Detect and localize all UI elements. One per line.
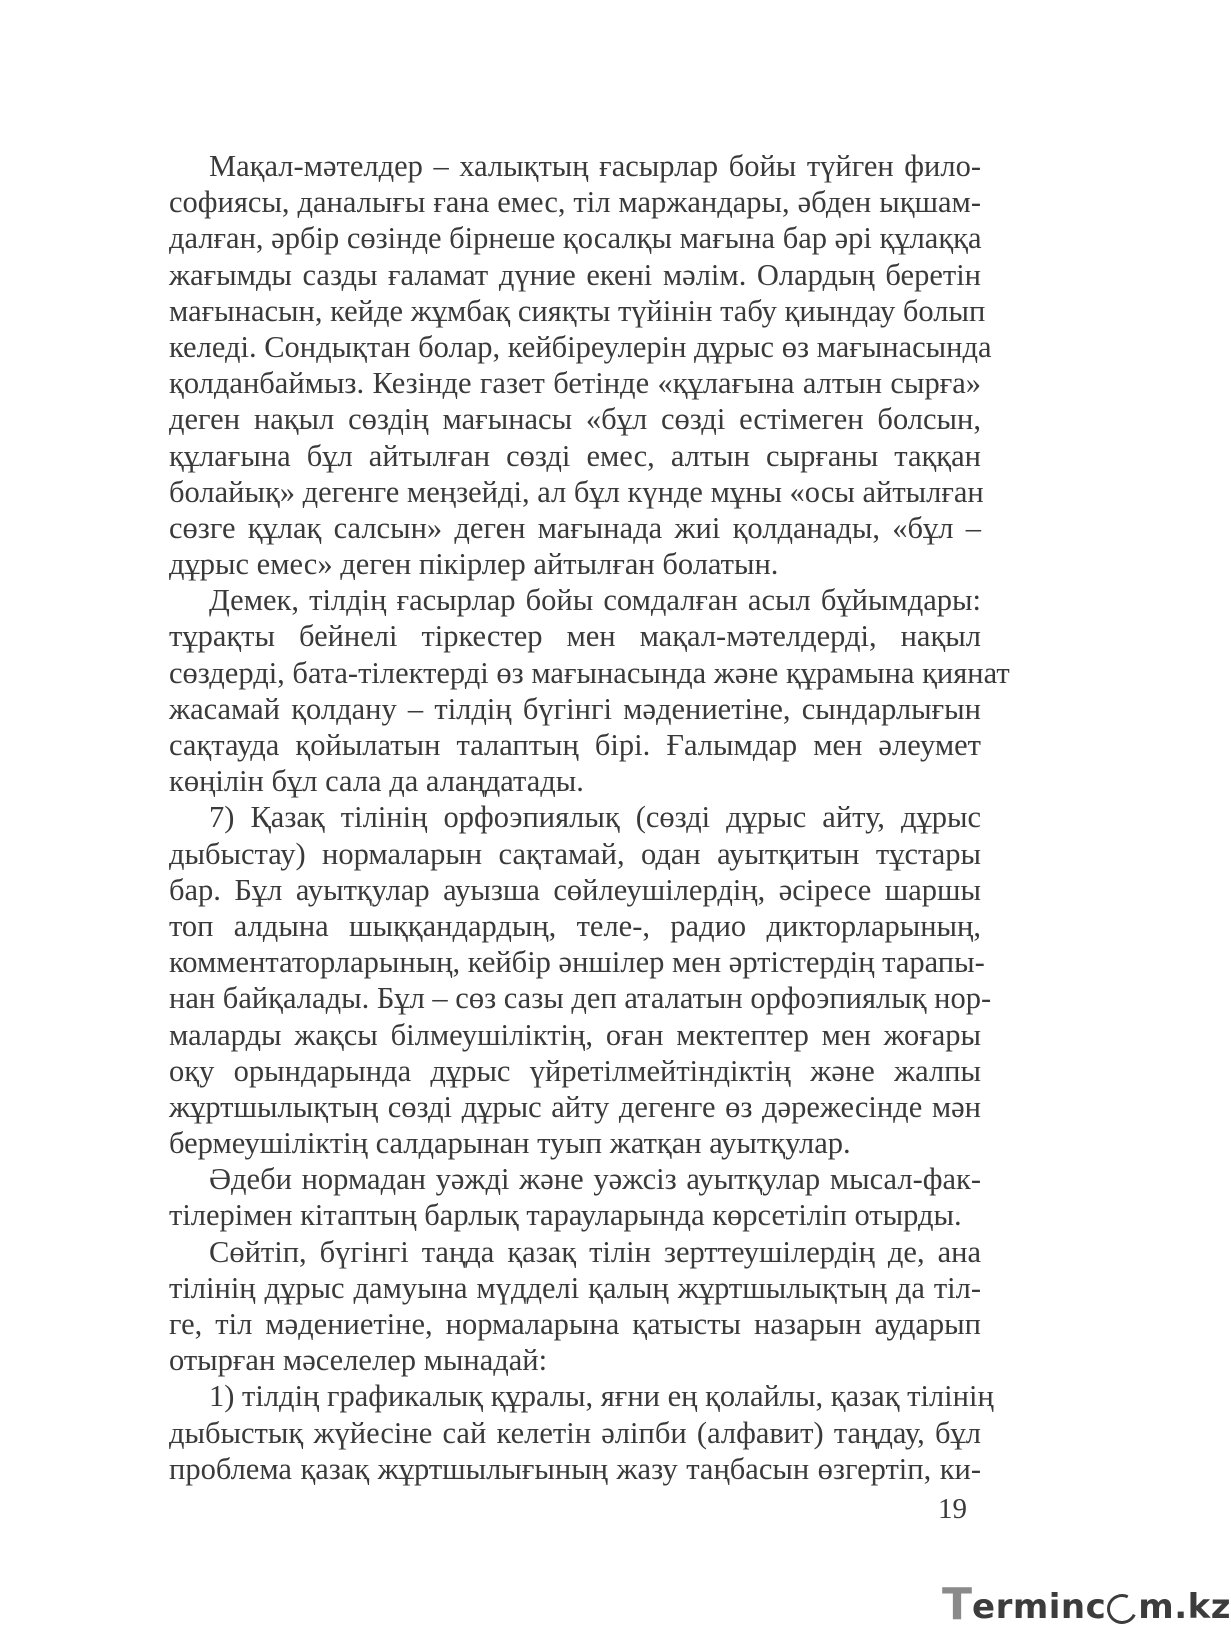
text-line: сөзге құлақ салсын» деген мағынада жиі қолданады, «бұл – [169,510,981,545]
text-line: Әдеби нормадан уәжді және уәжсіз ауытқулар мысал-фак- [209,1162,981,1197]
text-line: дыбыстық жүйесіне сай келетін әліпби (алфавит) таңдау, бұл [169,1415,981,1450]
text-line: жұртшылықтың сөзді дұрыс айту дегенге өз дәрежесінде мән [169,1089,981,1124]
text-line: болайық» дегенге меңзейді, ал бұл күнде мұны «осы айтылған [169,474,984,509]
text-line: комментаторларының, кейбір әншілер мен әртістердің тарапы- [169,945,985,980]
text-line: маларды жақсы білмеушіліктің, оған мектептер мен жоғары [169,1017,981,1052]
text-line: Сөйтіп, бүгінгі таңда қазақ тілін зерттеушілердің де, ана [209,1234,981,1269]
text-line: құлағына бұл айтылған сөзді емес, алтын сырғаны таққан [169,438,981,473]
termincom-watermark-logo [942,1579,1231,1630]
watermark-letter-c: c [1085,1587,1107,1627]
text-line: отырған мәселелер мынадай: [169,1343,548,1378]
watermark-letter-t: T [942,1579,973,1630]
watermark-text-middle: ermin [972,1587,1086,1627]
text-line: тілерімен кітаптың барлық тарауларында көрсетіліп отырды. [169,1198,962,1233]
page-number: 19 [938,1493,967,1525]
text-line: тілінің дұрыс дамуына мүдделі қалың жұртшылықтың да тіл- [169,1270,981,1305]
text-line: келеді. Сондықтан болар, кейбіреулерін дұрыс өз мағынасында [169,329,992,364]
text-line: сақтауда қойылатын талаптың бірі. Ғалымдар мен әлеумет [169,728,981,762]
text-line: жасамай қолдану – тілдің бүгінгі мәдениетіне, сындарлығын [169,691,981,726]
text-line: бермеушіліктің салдарынан туып жатқан ауытқулар. [169,1126,851,1161]
text-line: жағымды сазды ғаламат дүние екені мәлім. Олардың беретін [169,257,981,292]
watermark-text-tail: m.kz [1138,1587,1231,1627]
text-line: деген нақыл сөздің мағынасы «бұл сөзді естімеген болсын, [169,402,981,437]
watermark-o-arc-icon [1103,1590,1141,1628]
text-line: нан байқалады. Бұл – сөз сазы деп аталатын орфоэпиялық нор- [169,981,992,1016]
text-line: Мақал-мәтелдер – халықтың ғасырлар бойы түйген фило- [209,149,981,183]
text-line: дыбыстау) нормаларын сақтамай, одан ауытқитын тұстары [169,836,981,871]
text-line: Демек, тілдің ғасырлар бойы сомдалған асыл бұйымдары: [209,583,981,618]
text-line: дұрыс емес» деген пікірлер айтылған болатын. [169,547,779,582]
body-text [169,148,1010,1487]
text-line: сөздерді, бата-тілектерді өз мағынасында және құрамына қиянат [169,655,1010,690]
text-line: ге, тіл мәдениетіне, нормаларына қатысты назарын аударып [169,1307,981,1341]
text-line: көңілін бұл сала да алаңдатады. [169,764,584,799]
text-line: софиясы, даналығы ғана емес, тіл маржандары, әбден ықшам- [169,185,981,220]
text-line: 1) тілдің графикалық құралы, яғни ең қолайлы, қазақ тілінің [209,1379,994,1414]
text-line: мағынасын, кейде жұмбақ сияқты түйінін табу қиындау болып [169,293,986,328]
text-line: қолданбаймыз. Кезінде газет бетінде «құлағына алтын сырға» [169,366,981,401]
text-line: 7) Қазақ тілінің орфоэпиялық (сөзді дұрыс айту, дұрыс [209,800,981,835]
text-line: топ алдына шыққандардың, теле-, радио дикторларының, [169,908,981,943]
text-line: тұрақты бейнелі тіркестер мен мақал-мәтелдерді, нақыл [169,619,981,654]
text-line: бар. Бұл ауытқулар ауызша сөйлеушілердің, әсіресе шаршы [169,872,981,907]
text-line: далған, әрбір сөзінде бірнеше қосалқы мағына бар әрі құлаққа [169,221,982,256]
text-line: оқу орындарында дұрыс үйретілмейтіндіктің және жалпы [169,1053,981,1088]
text-line: проблема қазақ жұртшылығының жазу таңбасын өзгертіп, ки- [169,1451,981,1486]
